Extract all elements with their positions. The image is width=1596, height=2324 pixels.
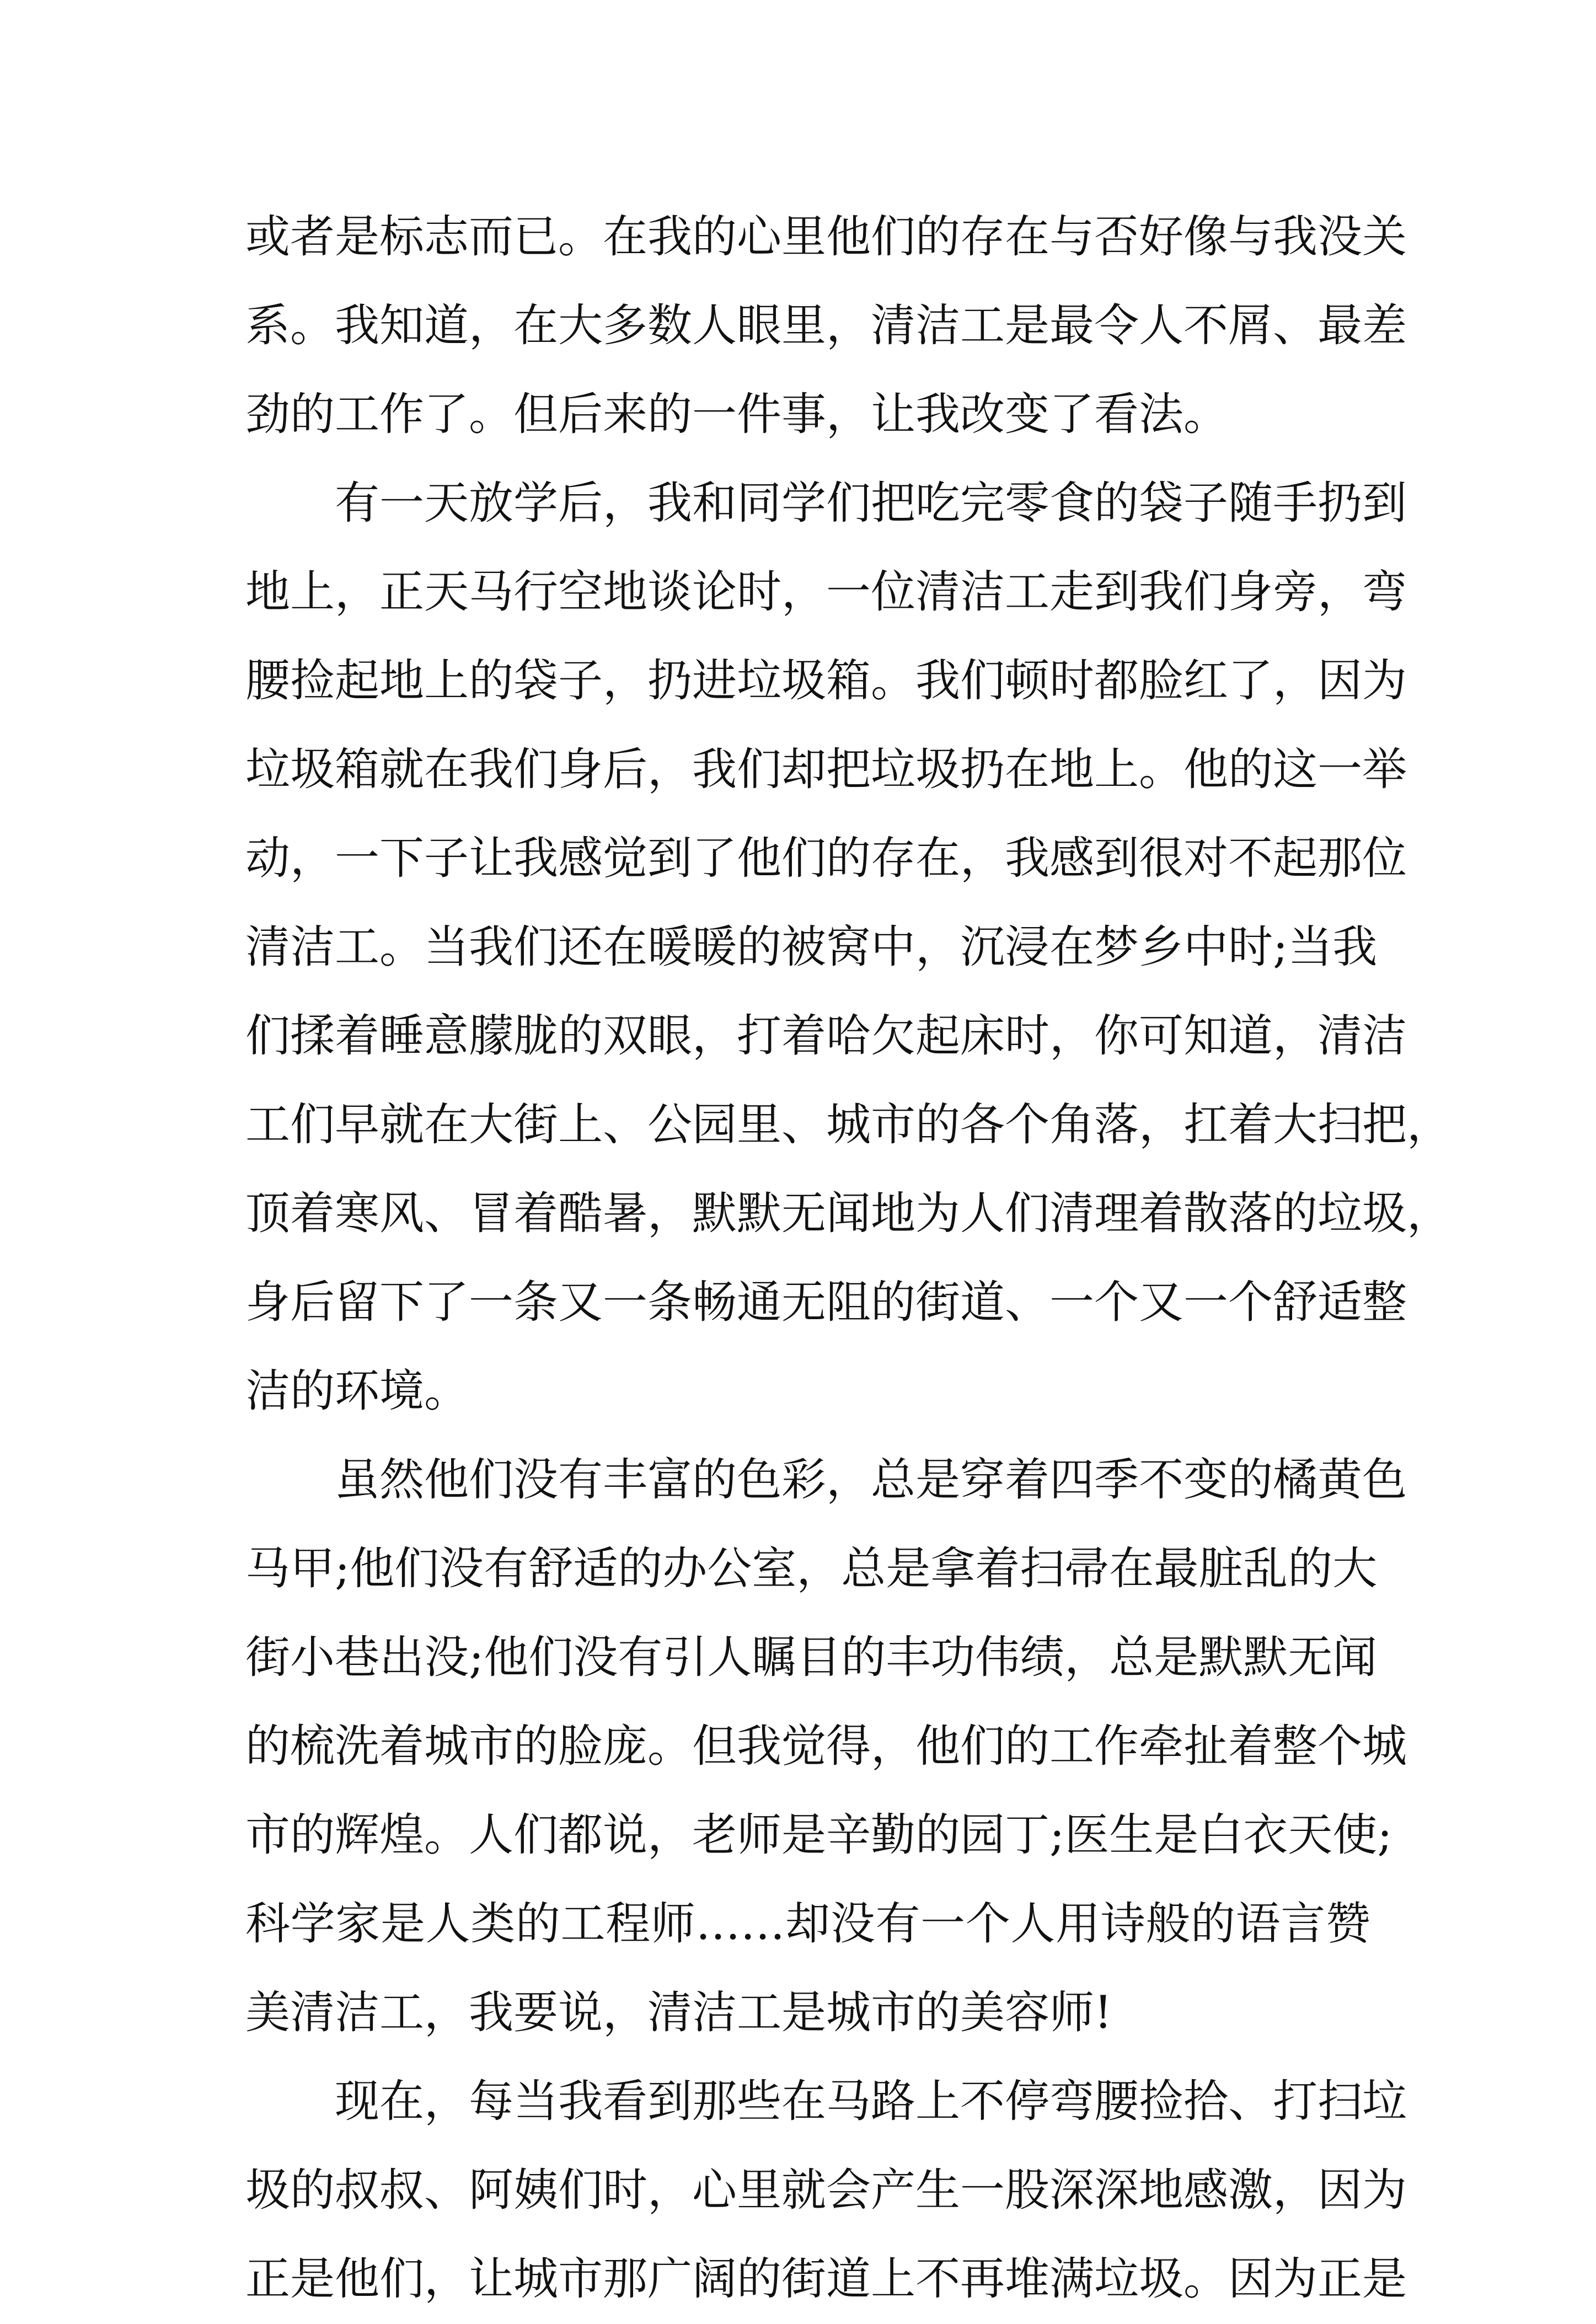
text-line: 腰捡起地上的袋子，扔进垃圾箱。我们顿时都脸红了，因为 — [245, 655, 1407, 707]
text-line: 街小巷出没;他们没有引人瞩目的丰功伟绩，总是默默无闻 — [245, 1632, 1378, 1684]
text-line: 顶着寒风、冒着酷暑，默默无闻地为人们清理着散落的垃圾， — [245, 1188, 1452, 1240]
text-line: 马甲;他们没有舒适的办公室，总是拿着扫帚在最脏乱的大 — [245, 1543, 1378, 1595]
text-line: 的梳洗着城市的脸庞。但我觉得，他们的工作牵扯着整个城 — [245, 1721, 1407, 1773]
text-line: 劲的工作了。但后来的一件事，让我改变了看法。 — [245, 389, 1229, 441]
text-line: 或者是标志而已。在我的心里他们的存在与否好像与我没关 — [245, 211, 1407, 263]
text-line: 动，一下子让我感觉到了他们的存在，我感到很对不起那位 — [245, 833, 1407, 885]
text-line: 市的辉煌。人们都说，老师是辛勤的园丁;医生是白衣天使; — [245, 1809, 1393, 1861]
text-line: 身后留下了一条又一条畅通无阻的街道、一个又一个舒适整 — [245, 1277, 1407, 1329]
paragraph-first-line: 现在，每当我看到那些在马路上不停弯腰捡拾、打扫垃 — [335, 2076, 1407, 2128]
paragraph-first-line: 虽然他们没有丰富的色彩，总是穿着四季不变的橘黄色 — [335, 1454, 1407, 1506]
text-line: 系。我知道，在大多数人眼里，清洁工是最令人不屑、最差 — [245, 300, 1407, 352]
text-line: 洁的环境。 — [245, 1366, 469, 1417]
text-line: 科学家是人类的工程师……却没有一个人用诗般的语言赞 — [245, 1898, 1370, 1950]
text-line: 美清洁工，我要说，清洁工是城市的美容师! — [245, 1987, 1112, 2039]
text-line: 圾的叔叔、阿姨们时，心里就会产生一股深深地感激，因为 — [245, 2165, 1407, 2216]
text-line: 工们早就在大街上、公园里、城市的各个角落，扛着大扫把， — [245, 1099, 1452, 1151]
text-line: 们揉着睡意朦胧的双眼，打着哈欠起床时，你可知道，清洁 — [245, 1010, 1407, 1062]
paragraph-first-line: 有一天放学后，我和同学们把吃完零食的袋子随手扔到 — [335, 478, 1407, 529]
text-line: 清洁工。当我们还在暖暖的被窝中，沉浸在梦乡中时;当我 — [245, 922, 1378, 973]
text-line: 垃圾箱就在我们身后，我们却把垃圾扔在地上。他的这一举 — [245, 744, 1407, 796]
text-line: 地上，正天马行空地谈论时，一位清洁工走到我们身旁，弯 — [245, 566, 1407, 618]
text-line: 正是他们，让城市那广阔的街道上不再堆满垃圾。因为正是 — [245, 2253, 1407, 2305]
